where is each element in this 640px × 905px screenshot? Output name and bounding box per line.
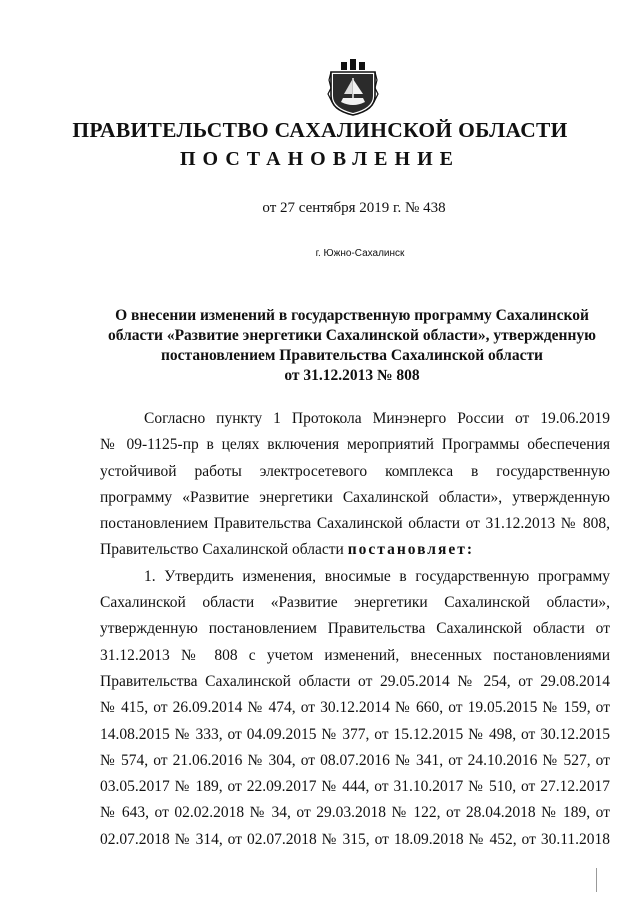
body-line: программу «Развитие энергетики Сахалинской области», утвержденную <box>100 488 610 506</box>
document-body <box>100 406 610 853</box>
body-line: 31.12.2013 № 808 с учетом изменений, внесенных постановлениями <box>100 646 610 664</box>
body-line: Сахалинской области «Развитие энергетики Сахалинской области», <box>100 594 610 612</box>
body-line: № 415, от 26.09.2014 № 474, от 30.12.2014 № 660, от 19.05.2015 № 159, от <box>100 699 610 717</box>
body-line: № 643, от 02.02.2018 № 34, от 29.03.2018 № 122, от 28.04.2018 № 189, от <box>100 804 610 822</box>
body-line: 14.08.2015 № 333, от 04.09.2015 № 377, от 15.12.2015 № 498, от 30.12.2015 <box>100 725 610 743</box>
body-line: постановлением Правительства Сахалинской области от 31.12.2013 № 808, <box>100 515 610 533</box>
body-line: № 574, от 21.06.2016 № 304, от 08.07.2016 № 341, от 24.10.2016 № 527, от <box>100 751 610 769</box>
body-line: 02.07.2018 № 314, от 02.07.2018 № 315, от 18.09.2018 № 452, от 30.11.2018 <box>100 830 610 848</box>
body-line: Правительства Сахалинской области от 29.05.2014 № 254, от 29.08.2014 <box>100 672 610 690</box>
body-line: 1. Утвердить изменения, вносимые в государственную программу <box>144 567 610 585</box>
document-city: г. Южно-Сахалинск <box>315 248 405 259</box>
enacting-body: Правительство Сахалинской области <box>100 541 344 559</box>
document-type: ПОСТАНОВЛЕНИЕ <box>180 148 460 170</box>
body-line: Согласно пункту 1 Протокола Минэнерго России от 19.06.2019 <box>144 410 610 427</box>
body-line: утвержденную постановлением Правительства Сахалинской области от <box>100 620 610 638</box>
document-date-number: от 27 сентября 2019 г. № 438 <box>262 200 446 216</box>
heading-line: О внесении изменений в государственную программу Сахалинской <box>115 307 589 324</box>
body-line: 03.05.2017 № 189, от 22.09.2017 № 444, от 31.10.2017 № 510, от 27.12.2017 <box>100 778 610 796</box>
coat-of-arms-icon <box>327 58 379 116</box>
body-line: устойчивой работы электросетевого комплекса в государственную <box>100 462 610 480</box>
document-heading <box>100 306 604 386</box>
heading-line: области «Развитие энергетики Сахалинской области», утвержденную <box>107 327 596 344</box>
heading-line: постановлением Правительства Сахалинской области <box>160 347 543 364</box>
enacting-verb: постановляет: <box>347 541 475 559</box>
scan-margin-mark <box>596 868 597 892</box>
body-line: № 09-1125-пр в целях включения мероприятий Программы обеспечения <box>100 436 610 454</box>
heading-line: от 31.12.2013 № 808 <box>284 367 420 384</box>
government-title: ПРАВИТЕЛЬСТВО САХАЛИНСКОЙ ОБЛАСТИ <box>72 118 568 142</box>
body-line <box>100 537 610 563</box>
